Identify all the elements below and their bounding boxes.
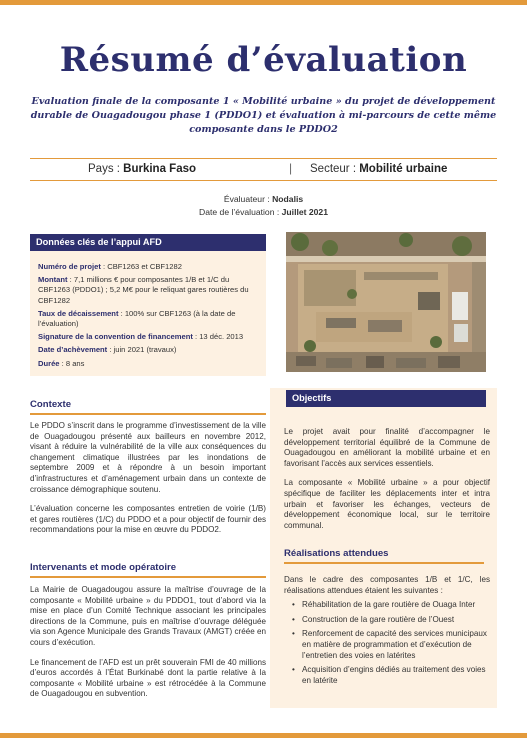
key-data-item — [38, 309, 260, 329]
objectifs-text — [284, 427, 490, 540]
contexte-rule — [30, 413, 266, 415]
evaluator-line — [0, 193, 527, 206]
country-label: Pays : — [88, 163, 124, 175]
sector-field — [310, 163, 447, 175]
country-field — [88, 163, 196, 175]
list-item: • Renforcement de capacité des services municipaux en matière de programmation et d’exécution de l’entretien des voies en latérites — [294, 629, 490, 661]
evaluation-meta — [0, 193, 527, 219]
key-data-item — [38, 262, 260, 272]
contexte-paragraph: L’évaluation concerne les composantes entretien de voirie (1/B) et gares routières (1/C) du PDDO et a pour objectif de fournir des recommandations pour la mise en œuvre du PDDO2. — [30, 504, 266, 535]
sector-label: Secteur : — [310, 163, 360, 175]
page-subtitle: Evaluation finale de la composante 1 « Mobilité urbaine » du projet de développement durable de Ouagadougou phase 1 (PDDO1) et évaluation à mi-parcours de cette même composante dans le PDDO2 — [30, 96, 497, 135]
list-item: • Construction de la gare routière de l’Ouest — [294, 615, 490, 626]
key-data-label: Signature de la convention de financement — [38, 332, 193, 342]
top-accent-bar — [0, 0, 527, 5]
key-data-label: Montant — [38, 275, 68, 285]
page-title: Résumé d’évaluation — [59, 40, 468, 80]
list-item: • Réhabilitation de la gare routière de Ouaga Inter — [294, 600, 490, 611]
evaluator-value: Nodalis — [272, 194, 304, 204]
aerial-photo-graphic — [286, 232, 486, 372]
evaluation-date-line — [0, 206, 527, 219]
key-data-label: Date d’achèvement — [38, 345, 108, 355]
key-data-value: : juin 2021 (travaux) — [107, 345, 177, 355]
evaluator-label: Évaluateur : — [223, 194, 273, 204]
contexte-text — [30, 421, 266, 545]
key-data-label: Durée — [38, 358, 60, 368]
key-data-label: Taux de décaissement — [38, 308, 119, 318]
intervenants-text — [30, 585, 266, 709]
key-data-item — [38, 359, 260, 369]
key-data-value: : CBF1263 et CBF1282 — [100, 262, 182, 271]
realisations-text — [284, 575, 490, 690]
realisations-rule — [284, 562, 484, 564]
contexte-heading: Contexte — [30, 399, 72, 410]
realisations-intro: Dans le cadre des composantes 1/B et 1/C, les réalisations attendues étaient les suivantes : — [284, 575, 490, 595]
key-data-item — [38, 332, 260, 342]
aerial-site-photo — [286, 232, 486, 372]
key-data-label: Numéro de projet — [38, 262, 101, 271]
contexte-paragraph: Le PDDO s’inscrit dans le programme d’investissement de la ville de Ouagadougou présenté aux bailleurs en novembre 2012, visant à réduire la vulnérabilité de la ville aux conséquences du changement climatique illustrées par les inondations de septembre 2009 et à répondre à un besoin important d’infrastructures et d’aménagement urbain dans un contexte de croissance démographique soutenu. — [30, 421, 266, 494]
key-data-value: : 13 déc. 2013 — [192, 332, 244, 342]
key-data-value: : 100% sur CBF1263 (à la date de l’évaluation) — [38, 308, 236, 329]
list-item: • Acquisition d’engins dédiés au traitement des voies en latérite — [294, 665, 490, 686]
key-data-item — [38, 345, 260, 355]
bottom-accent-bar — [0, 733, 527, 738]
evaluation-date-value: Juillet 2021 — [281, 207, 328, 217]
country-sector-band — [30, 158, 497, 181]
realisations-list — [284, 600, 490, 686]
intervenants-heading: Intervenants et mode opératoire — [30, 562, 177, 573]
key-data-heading: Données clés de l’appui AFD — [30, 234, 266, 251]
objectifs-paragraph: Le projet avait pour finalité d’accompagner le développement territorial équilibré de la Commune de Ouagadougou en améliorant la mobilité urbaine et en favorisant l’accès aux services essentiels. — [284, 427, 490, 468]
objectifs-paragraph: La composante « Mobilité urbaine » a pour objectif spécifique de faciliter les déplacements inter et intra urbain et favoriser les échanges, vecteurs de développement économique local, sur le territoire communal. — [284, 478, 490, 530]
realisations-heading: Réalisations attendues — [284, 548, 389, 559]
evaluation-date-label: Date de l’évaluation : — [199, 207, 282, 217]
objectifs-heading: Objectifs — [286, 390, 486, 407]
key-data-item — [38, 275, 260, 306]
intervenants-paragraph: La Mairie de Ouagadougou assure la maîtrise d’ouvrage de la composante « Mobilité urbaine » du PDDO1, tout d’abord via la mise en place d’un Comité Technique associant les principales directions de la Commune, puis en maîtrise d’ouvrage déléguée via son Agence Municipale des Grands Travaux (AMGT) créée en cours d’exécution. — [30, 585, 266, 647]
intervenants-paragraph: Le financement de l’AFD est un prêt souverain FMI de 40 millions d’euros accordés à l’État Burkinabé dont la partie relative à la composante « Mobilité urbaine » est rétrocédée à la Commune de Ouagadougou en subvention. — [30, 657, 266, 699]
key-data-value: : 8 ans — [59, 358, 85, 368]
country-value: Burkina Faso — [123, 163, 197, 175]
intervenants-rule — [30, 576, 266, 578]
key-data-value: : 7,1 millions € pour composantes 1/B et 1/C du CBF1263 (PDDO1) ; 5,2 M€ pour le reliquat gares routières du CBF1282 — [38, 275, 249, 305]
key-data-list — [38, 262, 260, 372]
band-separator: | — [289, 161, 293, 175]
sector-value: Mobilité urbaine — [359, 163, 448, 175]
